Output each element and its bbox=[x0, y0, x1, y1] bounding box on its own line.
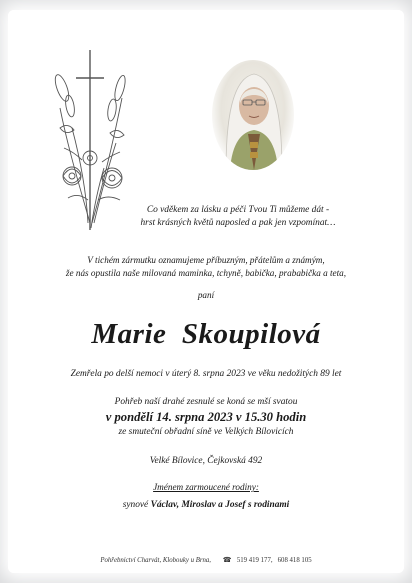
deceased-name: Marie Skoupilová bbox=[91, 318, 321, 350]
portrait-photo bbox=[212, 60, 294, 170]
mourners-names: Václav, Miroslav a Josef s rodinami bbox=[150, 500, 290, 510]
memorial-quote bbox=[118, 204, 358, 230]
quote-line-2: hrst krásných květů naposled a pak jen vzpomínat… bbox=[140, 218, 336, 228]
funeral-venue: ze smuteční obřadní síně ve Velkých Bílovicích bbox=[118, 427, 294, 437]
intro-line-2: že nás opustila naše milovaná maminka, tchyně, babička, prababička a teta, bbox=[65, 268, 347, 278]
death-notice: Zemřela po delší nemoci v úterý 8. srpna 2023 ve věku nedožitých 89 let bbox=[70, 369, 342, 379]
mourners-prefix: synové bbox=[122, 500, 149, 510]
funeral-home-phones: 519 419 177, 608 418 105 bbox=[236, 557, 312, 564]
funeral-home-name: Pohřebnictví Charvát, Klobouky u Brna, bbox=[100, 557, 211, 564]
on-behalf-label: Jménem zarmoucené rodiny: bbox=[153, 482, 259, 492]
title-pani: paní bbox=[197, 290, 215, 300]
phone-icon: ☎ bbox=[222, 557, 232, 564]
mourners-line bbox=[0, 500, 412, 510]
portrait-image bbox=[212, 60, 294, 170]
funeral-home-footer bbox=[0, 556, 412, 564]
intro-line-1: V tichém zármutku oznamujeme příbuzným, přátelům a známým, bbox=[87, 255, 325, 265]
family-address: Velké Bílovice, Čejkovská 492 bbox=[149, 456, 263, 466]
funeral-line-1: Pohřeb naší drahé zesnulé se koná se mší svatou bbox=[114, 397, 298, 407]
announcement-intro bbox=[0, 254, 412, 280]
quote-line-1: Co vděkem za lásku a péči Tvou Ti můžeme dát - bbox=[146, 205, 330, 215]
funeral-date-time: v pondělí 14. srpna 2023 v 15.30 hodin bbox=[105, 410, 307, 424]
